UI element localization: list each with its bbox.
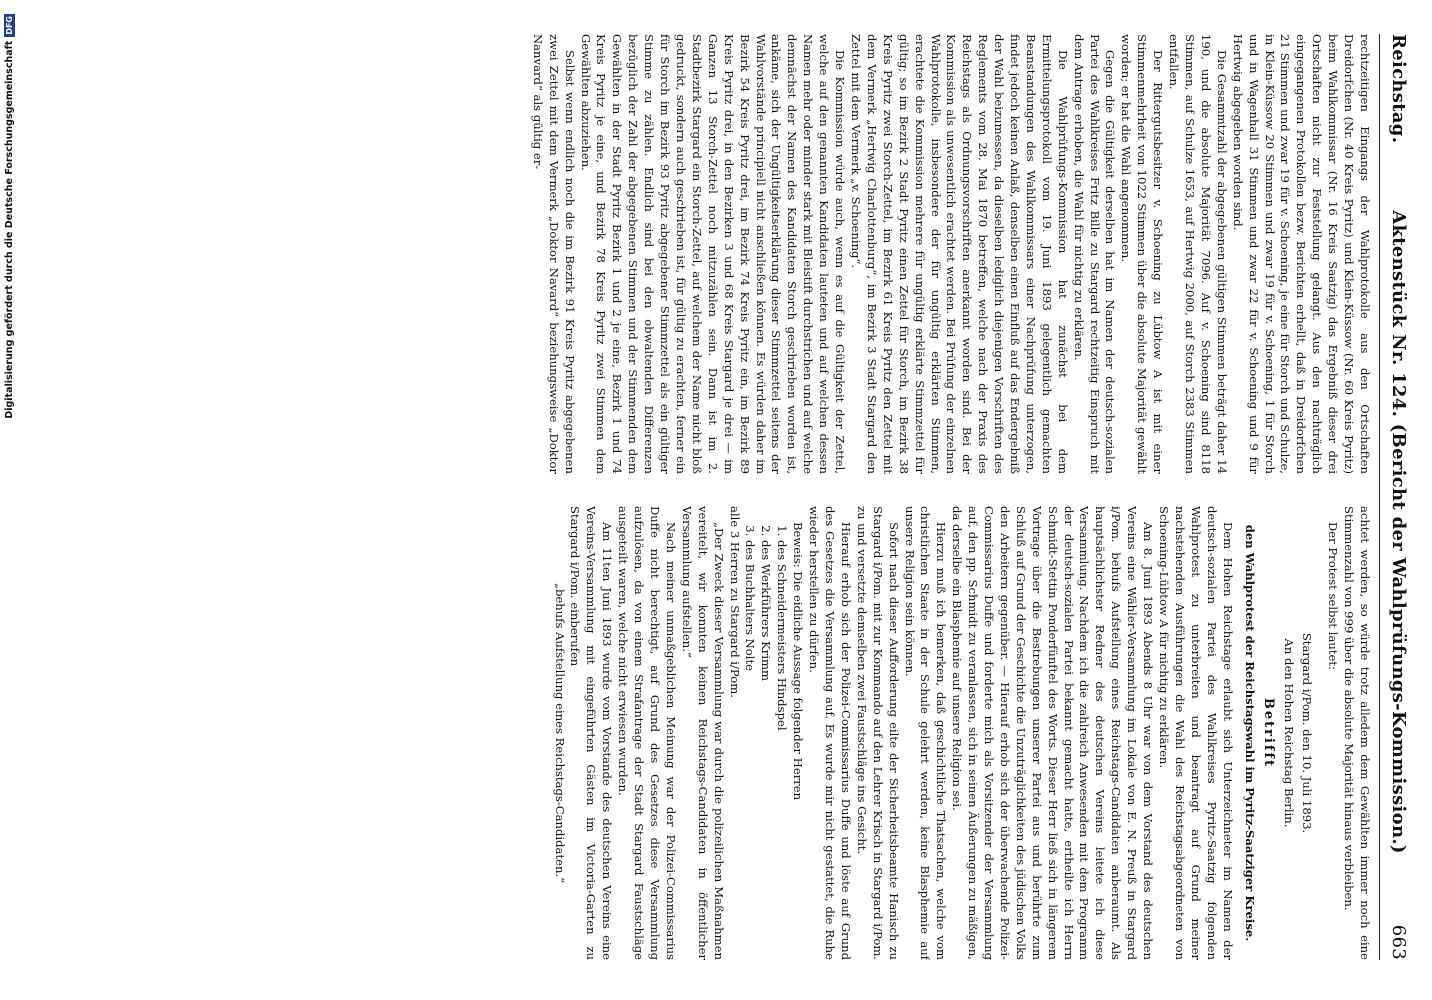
betrifft-heading: Betrifft (1261, 697, 1277, 769)
digitisation-credit-strip (0, 0, 18, 1000)
addressee: An den Hohen Reichstag Berlin. (1282, 638, 1297, 828)
paragraph: Sofort nach dieser Aufforderung eilte der Sicherheitsbeamte Hanisch zu Stargard i/Pom. mit zur Kommando auf den Lehrer Krisch in Stargard i/Pom. zu und versetzte demselben zwei Faustschläge ins Gesicht. (854, 506, 901, 960)
right-column (40, 506, 1372, 960)
header-subtitle: (Bericht der Wahlprüfungs-Kommission.) (1388, 423, 1410, 854)
page-number: 663 (1388, 924, 1410, 960)
witness-list (742, 540, 790, 960)
header-title: Aktenstück Nr. 124. (1388, 210, 1410, 418)
list-item: 2. des Werkführers Krimm (757, 540, 773, 960)
paragraph: Selbst wenn endlich noch die im Bezirk 91 Kreis Pyritz abgegebenen zwei Zettel mit dem Vermerk „Doktor Navard“ beziehungsweise „Doktor Nanvard“ als gültig er- (530, 34, 577, 474)
header-left: Reichstag. (1388, 34, 1410, 144)
dfg-logo-icon: DFG (4, 16, 14, 35)
paragraph: Die Gesammtzahl der abgegebenen gültigen Stimmen beträgt daher 14 190, und die absolute Majorität 7096. Auf v. Schoening sind 8118 Stimmen, auf Schulze 1653, auf Hertwig 2000, auf Storch 2383 Stimmen entfallen. (1167, 34, 1229, 474)
header-center (1389, 174, 1410, 890)
paragraph: Dem Hohen Reichstage erlaubt sich Unterzeichneter im Namen der deutsch-sozialen Partei des Wahlkreises Pyritz-Saatzig folgenden Wahlprotest zu unterbreiten und beantragt auf Grund meiner nachstehenden Ausführungen die Wahl des Reichstagsabgeordneten von Schoening-Lübtow A für nichtig zu erklären. (1157, 506, 1235, 960)
witnesses-place: alle 3 Herren zu Stargard i/Pom. (727, 506, 742, 698)
paragraph: Hierauf erhob sich der Polizei-Commissarius Duffe und löste auf Grund des Gesetzes die Versammlung auf. Es wurde mir nicht gestattet, die Ruhe wieder herstellen zu dürfen. (807, 506, 853, 960)
digitisation-credit (0, 0, 18, 1000)
left-column (40, 34, 1372, 474)
paragraph: Die Kommission würde auch, wenn es auf die Gültigkeit der Zettel, welche auf den genannten Kandidaten lauteten und auf welchen dessen Namen mehr oder minder stark mit Bleistift durchstrichen und auf welche demnächst der Namen des Kandidaten Storch geschrieben worden ist, ankäme, sich der Ungültigkeitserklärung dieser Stimmzettel seitens der Wahlvorstände principiell nicht anschließen können. Es würden daher im Bezirk 54 Kreis Pyritz drei, im Bezirk 74 Kreis Pyritz ein, im Bezirk 89 Kreis Pyritz drei, in den Bezirken 3 und 68 Kreis Stargard je drei — im Ganzen 13 Storch-Zettel noch mitzuzählen sein. Dann ist im 2. Stadtbezirk Stargard ein Storch-Zettel, auf welchem der Name nicht bloß gedruckt, sondern auch geschrieben ist, für gültig zu erachten, ferner ein für Storch im Bezirk 93 Pyritz abgegebener Stimmzettel als ein gültiger Stimme zu zählen. Endlich sind bei den obwaltenden Differenzen bezüglich der Zahl der abgegebenen Stimmen und der Stimmenden dem Gewählten in der Stadt Pyritz Bezirk 1 und 2 je eine, Bezirk 1 und 74 Kreis Pyritz je eine, und Bezirk 78 Kreis Pyritz zwei Stimmen dem Gewählten abzuziehen. (578, 34, 848, 474)
closing-quote: „behufs Aufstellung eines Reichstags-Candidaten.“ (552, 582, 567, 884)
list-item: 1. des Schneidermeisters Hindspel (773, 540, 789, 960)
list-item: 3. des Buchhalters Nolte (742, 540, 758, 960)
quote: „Der Zweck dieser Versammlung war durch die polizeilichen Maßnahmen vereitelt, wir konnten keinen Reichstags-Candidaten in öffentlicher Versammlung aufstellen.“ (679, 506, 726, 960)
place-date: Stargard i/Pom. den 10. Juli 1893. (1300, 632, 1315, 834)
page-header (1382, 34, 1416, 960)
paragraph: Nach meiner unmaßgeblichen Meinung war der Polizei-Commissarius Duffe nicht berechtigt, auf Grund des Gesetzes diese Versammlung aufzulösen, da von einem Strafantrage der Stadt Stargard Faustschläge ausgeteilt waren, welche nicht erwiesen wurden. (616, 506, 678, 960)
paragraph: achtet werden, so würde trotz alledem dem Gewählten immer noch eine Stimmenzahl von 999 über die absolute Majorität hinaus verbleiben. (1342, 506, 1372, 960)
paragraph: Am 8. Juni 1893 Abends 8 Uhr war von dem Vorstand des deutschen Vereins eine Wähler-Versammlung im Lokale von E. N. Preuß in Stargard i/Pom. behufs Aufstellung eines Reichstags-Candidaten anberaumt. Als hauptsächlichster Redner des deutschen Vereins leitete ich diese Versammlung. Nachdem ich die zahlreich Anwesenden mit dem Programm der deutsch-sozialen Partei bekannt gemacht hatte, ertheilte ich Herrn Schmidt-Stettin Ponderfünftel des Worts. Dieser Herr ließ sich in längerem Vortrage über die Bestrebungen unserer Partei aus und berührte zum Schluß auf Grund der Geschichte die Unzuträglichkeiten des jüdischen Volks den Arbeitern gegenüber. — Hierauf erhob sich der überwachende Polizei-Commissarius Duffe und forderte mich als Vorsitzender der Versammlung auf, den pp. Schmidt zu veranlassen, sich in seinen Äußerungen zu mäßigen, da derselbe ein Blasphemie auf unsere Religion sei. (950, 506, 1156, 960)
beweis-line: Beweis: Die eidliche Aussage folgender Herren (791, 522, 806, 801)
paragraph: Der Rittergutsbesitzer v. Schoening zu Lübtow A ist mit einer Stimmenmehrheit von 1022 Stimmen über die absolute Majorität gewählt worden; er hat die Wahl angenommen. (1119, 34, 1166, 474)
header-rule (1379, 34, 1380, 960)
paragraph: Hierzu muß ich bemerken, daß geschichtliche Thatsachen, welche vom christlichen Staate in der Schule gelehrt werden, keine Blasphemie auf unsere Religion sein können. (902, 506, 949, 960)
protest-intro: Der Protest selbst lautet: (1326, 522, 1341, 670)
subject-line: den Wahlprotest der Reichstagswahl im Pyritz-Saatziger Kreise. (1242, 524, 1257, 942)
paragraph: Gegen die Gültigkeit derselben hat im Namen der deutsch-sozialen Partei des Wahlkreises Fritz Bille zu Stargard rechtzeitig Einspruch mit dem Antrage erhoben, die Wahl für nichtig zu erklären. (1071, 34, 1118, 474)
paragraph: rechtzeitigen Eingangs der Wahlprotokolle aus den Ortschaften Dreidorfchen (Nr. 40 Kreis Pyritz) und Klein-Küssow (Nr. 60 Kreis Pyritz) beim Wahlkommissar (Nr. 16 Kreis Saatzig) das Ergebniß dieser drei Ortschaften nicht zur Feststellung gelangt. Aus den nachträglich eingegangenen Protokollen bezw. Berichten erhellt, daß in Dreidorfchen 21 Stimmen und zwar 19 für v. Schoening, je eine für Storch und Schulze, in Klein-Küssow 20 Stimmen und zwar 19 für v. Schoening, 1 für Storch und in Wagenhall 31 Stimmen und zwar 22 für v. Schoening und 9 für Hertwig abgegeben worden sind. (1230, 34, 1372, 474)
paragraph: Am 11ten Juni 1893 wurde vom Vorstande des deutschen Vereins eine Vereins-Versammlung mit eingeführten Gästen im Victoria-Garten zu Stargard i/Pom. einberufen (568, 506, 615, 960)
credit-text: Digitalisierung gefördert durch die Deutsche Forschungsgemeinschaft (3, 40, 15, 419)
paragraph: Die Wahlprüfungs-Kommission hat zunächst bei dem Ermittelungsprotokoll vom 19. Juni 1893 gelegentlich gemachten Beanstandungen des Wahlkommissars einer Nachprüfung unterzogen, findet jedoch keinen Anlaß, denselben einen Einfluß auf das Endergebniß der Wahl beizumessen, da dieselben lediglich diejenigen Vorschriften des Reglements vom 28. Mai 1870 betreffen, welche nach der Praxis des Reichstags als Ordnungsvorschriften anerkannt worden sind. Bei der Kommission als unwesentlich erachtet werden. Bei Prüfung der einzelnen Wahlprotokolle, insbesondere der für ungültig erklärten Stimmen, erachtete die Kommission mehrere für ungültig erklärte Stimmzettel für gültig; so im Bezirk 2 Stadt Pyritz einen Zettel für Storch, im Bezirk 38 Kreis Pyritz zwei Storch-Zettel, im Bezirk 61 Kreis Pyritz den Zettel mit dem Vermerk „Hertwig Charlottenburg“, im Bezirk 3 Stadt Stargard den Zettel mit dem Vermerk „v. Schoening“. (849, 34, 1070, 474)
